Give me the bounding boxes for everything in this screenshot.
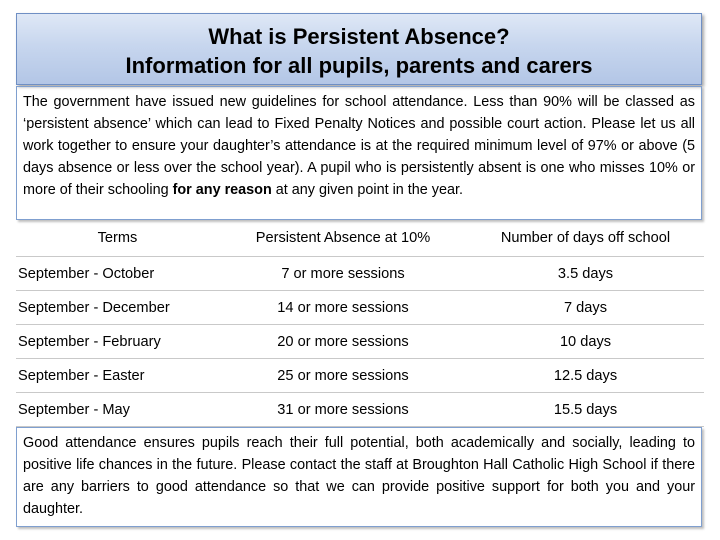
term-cell: September - May <box>16 393 219 427</box>
term-cell: September - October <box>16 257 219 291</box>
intro-paragraph <box>16 86 702 220</box>
header-days-off: Number of days off school <box>500 230 671 246</box>
header-persistent-absence: Persistent Absence at 10% <box>255 230 431 246</box>
sessions-cell: 31 or more sessions <box>219 393 467 427</box>
term-cell: September - Easter <box>16 359 219 393</box>
days-cell: 10 days <box>467 325 704 359</box>
page-subtitle: Information for all pupils, parents and carers <box>125 53 593 78</box>
page-title: What is Persistent Absence? <box>208 24 510 49</box>
attendance-table <box>16 220 704 427</box>
term-cell: September - December <box>16 291 219 325</box>
table-row <box>16 291 704 325</box>
intro-text: The government have issued new guidelines for school attendance. Less than 90% will be classed as ‘persistent absence’ which can lead to Fixed Penalty Notices and possible court action. Please let us all work together to ensure your daughter’s attendance is at the required minimum level of 97% or above (5 days absence or less over the school year). A pupil who is persistently absent is one who misses 10% or more of their schooling <box>23 94 695 198</box>
sessions-cell: 7 or more sessions <box>219 257 467 291</box>
footer-paragraph <box>16 427 702 527</box>
table-row <box>16 393 704 427</box>
intro-bold-text: for any reason <box>172 182 272 198</box>
days-cell: 15.5 days <box>467 393 704 427</box>
header-terms: Terms <box>97 230 138 246</box>
intro-tail-text: at any given point in the year. <box>275 182 463 198</box>
table-header-row <box>16 220 704 257</box>
sessions-cell: 20 or more sessions <box>219 325 467 359</box>
days-cell: 3.5 days <box>467 257 704 291</box>
footer-text: Good attendance ensures pupils reach their full potential, both academically and socially, leading to positive life chances in the future. Please contact the staff at Broughton Hall Catholic High School if there are any barriers to good attendance so that we can provide positive support for both you and your daughter. <box>23 435 695 517</box>
sessions-cell: 14 or more sessions <box>219 291 467 325</box>
days-cell: 7 days <box>467 291 704 325</box>
sessions-cell: 25 or more sessions <box>219 359 467 393</box>
table-row <box>16 359 704 393</box>
table-row <box>16 257 704 291</box>
table-row <box>16 325 704 359</box>
title-banner <box>16 13 702 85</box>
term-cell: September - February <box>16 325 219 359</box>
days-cell: 12.5 days <box>467 359 704 393</box>
